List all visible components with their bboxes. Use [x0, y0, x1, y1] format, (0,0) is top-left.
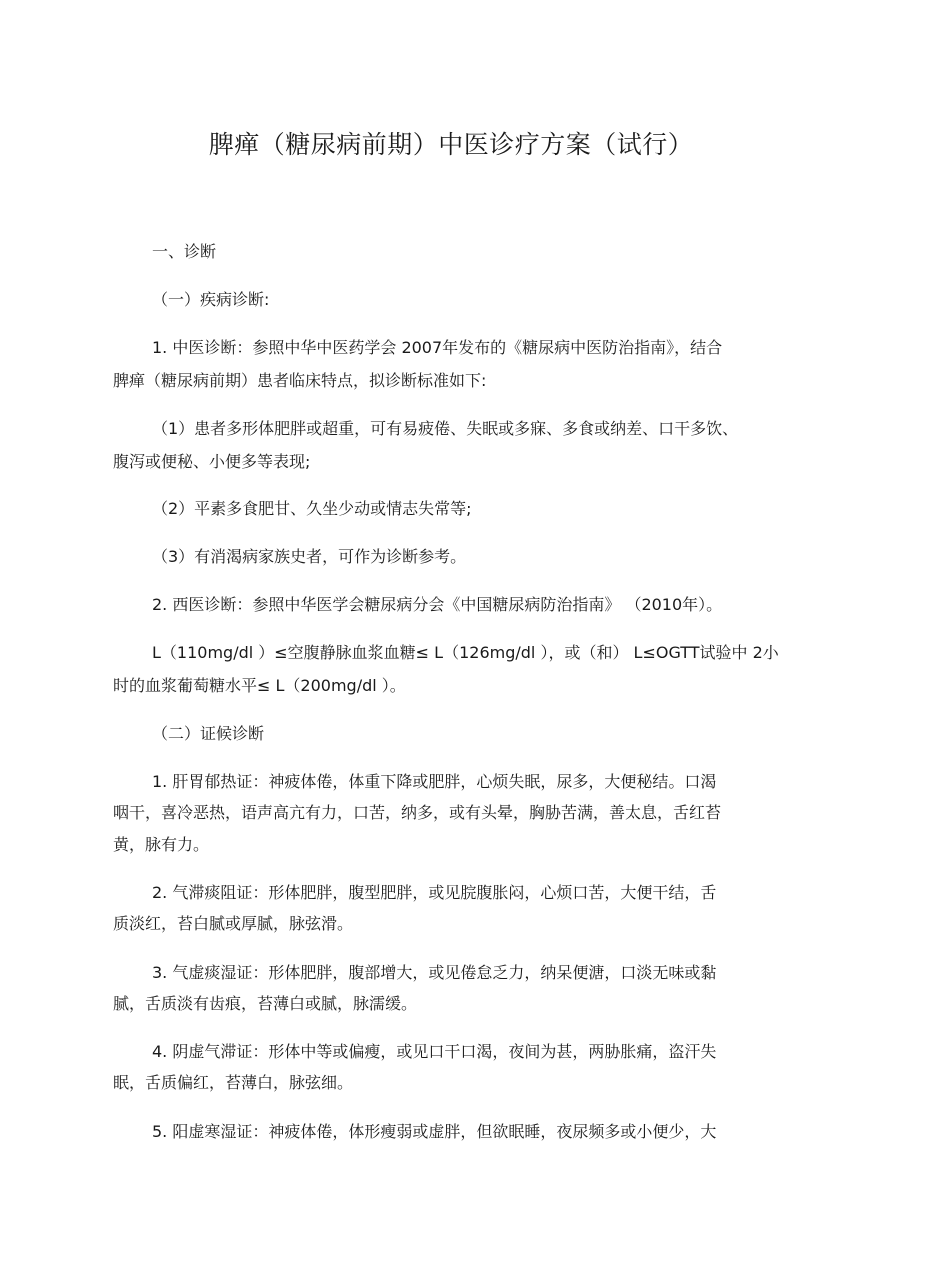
paragraph-line: （2）平素多食肥甘、久坐少动或情志失常等;: [152, 499, 472, 518]
paragraph-line: 质淡红，苔白腻或厚腻，脉弦滑。: [113, 914, 354, 933]
paragraph-line: 腹泻或便秘、小便多等表现;: [113, 452, 311, 471]
section-heading-diagnosis: 一、诊断: [152, 242, 217, 261]
subsection-heading-syndrome-diagnosis: （二）证候诊断: [152, 724, 265, 743]
paragraph-line: 2. 气滞痰阻证：形体肥胖，腹型肥胖，或见脘腹胀闷，心烦口苦，大便干结，舌: [152, 883, 717, 902]
paragraph-line: 1. 肝胃郁热证：神疲体倦，体重下降或肥胖，心烦失眠，尿多，大便秘结。口渴: [152, 772, 717, 791]
paragraph-line: 5. 阳虚寒湿证：神疲体倦，体形瘦弱或虚胖，但欲眠睡，夜尿频多或小便少，大: [152, 1122, 717, 1141]
subsection-heading-disease-diagnosis: （一）疾病诊断:: [152, 290, 270, 309]
paragraph-line: 3. 气虚痰湿证：形体肥胖，腹部增大，或见倦怠乏力，纳呆便溏，口淡无味或黏: [152, 963, 717, 982]
paragraph-line: 咽干，喜冷恶热，语声高亢有力，口苦，纳多，或有头晕，胸胁苦满，善太息，舌红苔: [113, 803, 722, 822]
paragraph-line: 2. 西医诊断：参照中华医学会糖尿病分会《中国糖尿病防治指南》 （2010年）。: [152, 595, 723, 614]
paragraph-line: （3）有消渴病家族史者，可作为诊断参考。: [152, 547, 467, 566]
paragraph-line: 1. 中医诊断：参照中华中医药学会 2007年发布的《糖尿病中医防治指南》，结合: [152, 338, 723, 357]
paragraph-line: 黄，脉有力。: [113, 835, 210, 854]
paragraph-line: 脾瘅（糖尿病前期）患者临床特点，拟诊断标准如下:: [113, 371, 487, 390]
paragraph-line: 4. 阴虚气滞证：形体中等或偏瘦，或见口干口渴，夜间为甚，两胁胀痛，盗汗失: [152, 1042, 717, 1061]
paragraph-line: 时的血浆葡萄糖水平≤ L（200mg/dl ）。: [113, 676, 406, 695]
paragraph-line: L（110mg/dl ）≤空腹静脉血浆血糖≤ L（126mg/dl ），或（和） L≤OGTT试验中 2小: [152, 643, 779, 662]
paragraph-line: 腻，舌质淡有齿痕，苔薄白或腻，脉濡缓。: [113, 994, 418, 1013]
paragraph-line: 眠，舌质偏红，苔薄白，脉弦细。: [113, 1073, 354, 1092]
document-title: 脾瘅（糖尿病前期）中医诊疗方案（试行）: [208, 130, 694, 159]
paragraph-line: （1）患者多形体肥胖或超重，可有易疲倦、失眠或多寐、多食或纳差、口干多饮、: [152, 419, 739, 438]
